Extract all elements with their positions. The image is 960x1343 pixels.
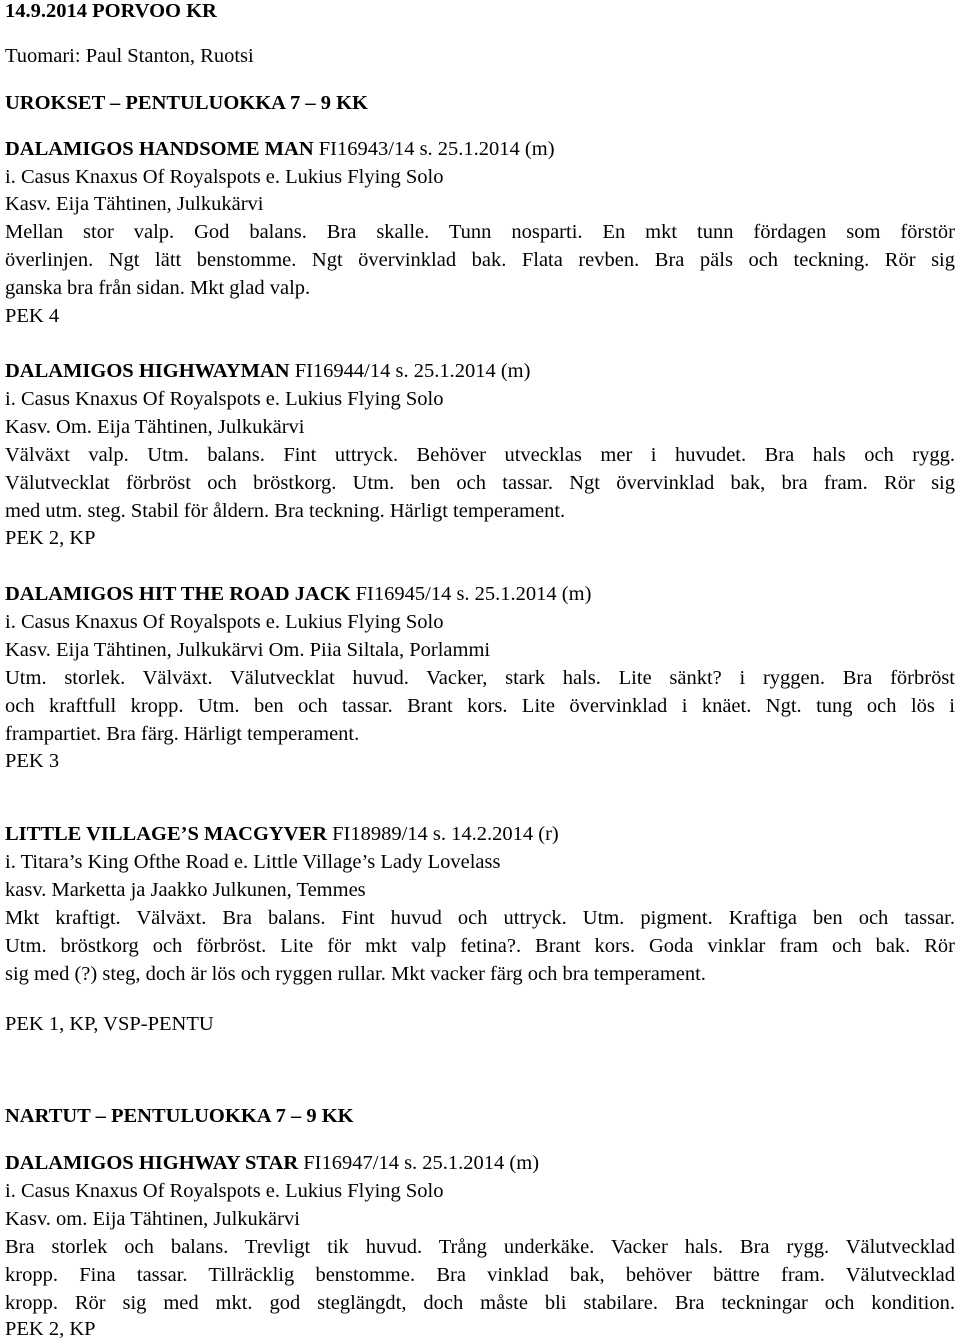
breeder-line: kasv. Marketta ja Jaakko Julkunen, Temmes <box>5 879 366 901</box>
registration-info: FI16945/14 s. 25.1.2014 (m) <box>350 583 592 605</box>
critique-line: ganska bra från sidan. Mkt glad valp. <box>5 277 311 299</box>
dog-name: DALAMIGOS HIT THE ROAD JACK <box>5 583 351 605</box>
critique-line: Utm. bröstkorg och förbröst. Lite för mkt valp fetina?. Brant kors. Goda vinklar fram och bak. Rör <box>5 935 955 957</box>
registration-info: FI16943/14 s. 25.1.2014 (m) <box>313 138 555 160</box>
result-line: PEK 1, KP, VSP-PENTU <box>5 1013 214 1035</box>
result-line: PEK 2, KP <box>5 1318 96 1340</box>
breeder-line: Kasv. Eija Tähtinen, Julkukärvi Om. Piia Siltala, Porlammi <box>5 639 491 661</box>
breeder-line: Kasv. Eija Tähtinen, Julkukärvi <box>5 193 264 215</box>
critique-line: sig med (?) steg, doch är lös och ryggen rullar. Mkt vacker färg och bra temperament. <box>5 963 706 985</box>
critique-line: kropp. Rör sig med mkt. god steglängdt, doch måste bli stabilare. Bra teckningar och kondition. <box>5 1292 955 1314</box>
result-line: PEK 4 <box>5 305 60 327</box>
critique-line: Mellan stor valp. God balans. Bra skalle. Tunn nosparti. En mkt tunn fördagen som förstör <box>5 221 955 243</box>
breeder-line: Kasv. Om. Eija Tähtinen, Julkukärvi <box>5 416 305 438</box>
critique-line: Mkt kraftigt. Välväxt. Bra balans. Fint huvud och uttryck. Utm. pigment. Kraftiga ben och tassar. <box>5 907 955 929</box>
entry-heading <box>5 821 559 847</box>
critique-line: Utm. storlek. Välväxt. Välutvecklat huvud. Vacker, stark hals. Lite sänkt? i ryggen. Bra förbröst <box>5 667 955 689</box>
parents-line: i. Casus Knaxus Of Royalspots e. Lukius Flying Solo <box>5 611 444 633</box>
critique-line: Välväxt valp. Utm. balans. Fint uttryck. Behöver utvecklas mer i huvudet. Bra hals och rygg. <box>5 444 955 466</box>
judge-line: Tuomari: Paul Stanton, Ruotsi <box>5 45 254 67</box>
parents-line: i. Casus Knaxus Of Royalspots e. Lukius Flying Solo <box>5 388 444 410</box>
entry-heading <box>5 358 530 384</box>
critique-line: Bra storlek och balans. Trevligt tik huvud. Trång underkäke. Vacker hals. Bra rygg. Välutvecklad <box>5 1236 955 1258</box>
section-heading-males: UROKSET – PENTULUOKKA 7 – 9 KK <box>5 92 368 114</box>
breeder-line: Kasv. om. Eija Tähtinen, Julkukärvi <box>5 1208 300 1230</box>
registration-info: FI16947/14 s. 25.1.2014 (m) <box>298 1152 540 1174</box>
section-heading-females: NARTUT – PENTULUOKKA 7 – 9 KK <box>5 1105 354 1127</box>
critique-line: med utm. steg. Stabil för åldern. Bra teckning. Härligt temperament. <box>5 500 566 522</box>
entry-heading <box>5 1150 539 1176</box>
parents-line: i. Casus Knaxus Of Royalspots e. Lukius Flying Solo <box>5 1180 444 1202</box>
dog-name: LITTLE VILLAGE’S MACGYVER <box>5 823 327 845</box>
critique-line: och kraftfull kropp. Utm. ben och tassar. Brant kors. Lite övervinklad i knäet. Ngt. tung och lös i <box>5 695 955 717</box>
critique-line: överlinjen. Ngt lätt benstomme. Ngt övervinklad bak. Flata revben. Bra päls och teckning. Rör sig <box>5 249 955 271</box>
critique-line: Välutvecklat förbröst och bröstkorg. Utm. ben och tassar. Ngt övervinklad bak, bra fram. Rör sig <box>5 472 955 494</box>
dog-name: DALAMIGOS HIGHWAY STAR <box>5 1152 299 1174</box>
critique-line: kropp. Fina tassar. Tillräcklig benstomme. Bra vinklad bak, behöver bättre fram. Välutvecklad <box>5 1264 955 1286</box>
show-date-location: 14.9.2014 PORVOO KR <box>5 0 217 22</box>
result-line: PEK 3 <box>5 750 60 772</box>
dog-name: DALAMIGOS HANDSOME MAN <box>5 138 314 160</box>
dog-name: DALAMIGOS HIGHWAYMAN <box>5 360 290 382</box>
registration-info: FI16944/14 s. 25.1.2014 (m) <box>289 360 531 382</box>
parents-line: i. Casus Knaxus Of Royalspots e. Lukius Flying Solo <box>5 166 444 188</box>
critique-line: frampartiet. Bra färg. Härligt temperament. <box>5 723 360 745</box>
parents-line: i. Titara’s King Ofthe Road e. Little Village’s Lady Lovelass <box>5 851 501 873</box>
result-line: PEK 2, KP <box>5 527 96 549</box>
entry-heading <box>5 136 555 162</box>
entry-heading <box>5 581 591 607</box>
registration-info: FI18989/14 s. 14.2.2014 (r) <box>327 823 559 845</box>
